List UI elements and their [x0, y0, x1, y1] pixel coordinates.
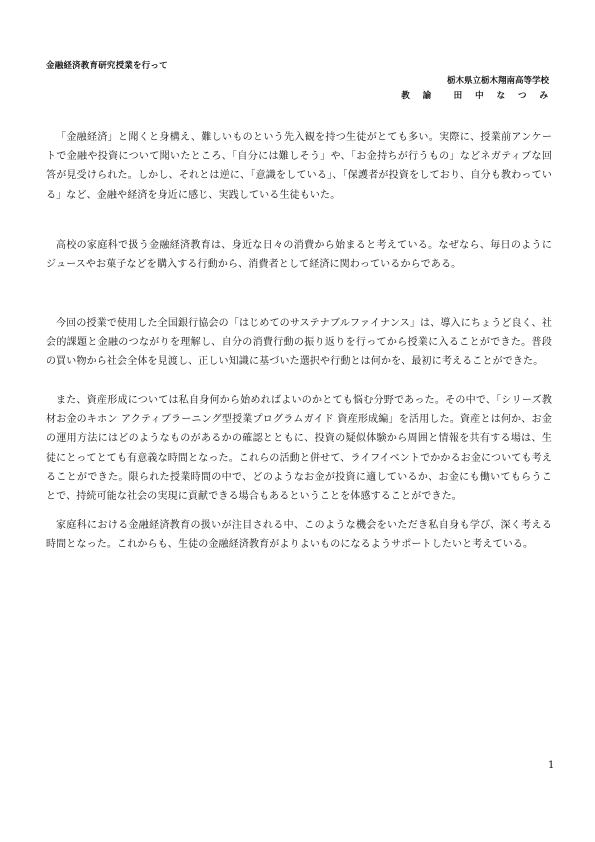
paragraph-5: 家庭科における金融経済教育の扱いが注目される中、このような機会をいただき私自身も学び、深く考える時間となった。これからも、生徒の金融経済教育がよりよいものになるようサポートしたいと考えている。: [46, 520, 552, 551]
author-name: 教 諭 田 中 な つ み: [401, 91, 549, 101]
school-name: 栃木県立栃木翔南高等学校: [446, 76, 549, 86]
paragraph-2: 高校の家庭科で扱う金融経済教育は、身近な日々の消費から始まると考えている。なぜなら、毎日のようにジュースやお菓子などを購入する行動から、消費者として経済に関わっているからである。: [46, 240, 552, 271]
document-title: 金融経済教育研究授業を行って: [46, 61, 168, 71]
paragraph-4: また、資産形成については私自身何から始めればよいのかとても悩む分野であった。その中で、「シリーズ教材お金のキホン アクティブラーニング型授業プログラムガイド 資産形成編」を活用した。資産とは何か、お金の運用方法にはどのようなものがあるかの確認とともに、投資の疑似体験から周囲と情報を共有する場は、生徒にとってとても有意義な時間となった。これらの活動と併せて、ライフイベントでかかるお金についても考えることができた。限られた授業時間の中で、どのようなお金が投資に適しているか、お金にも働いてもらうことで、持続可能な社会の実現に貢献できる場合もあるということを体感することができた。: [46, 395, 552, 503]
page-number: 1: [548, 760, 555, 771]
paragraph-1: 「金融経済」と聞くと身構え、難しいものという先入観を持つ生徒がとても多い。実際に、授業前アンケートで金融や投資について聞いたところ、「自分には難しそう」や、「お金持ちが行うもの」などネガティブな回答が見受けられた。しかし、それとは逆に、「意識をしている」、「保護者が投資をしており、自分も教わっている」など、金融や経済を身近に感じ、実践している生徒もいた。: [46, 132, 552, 201]
paragraph-3: 今回の授業で使用した全国銀行協会の「はじめてのサステナブルファイナンス」は、導入にちょうど良く、社会的課題と金融のつながりを理解し、自分の消費行動の振り返りを行ってから授業に入ることができた。普段の買い物から社会全体を見渡し、正しい知識に基づいた選択や行動とは何かを、最初に考えることができた。: [46, 318, 552, 368]
